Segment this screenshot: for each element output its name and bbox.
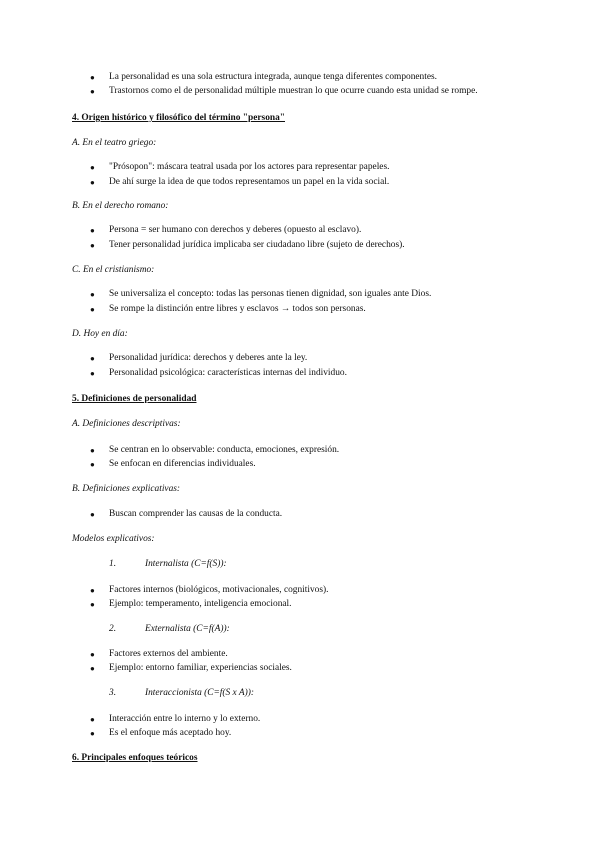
bullet-marker: ● xyxy=(90,305,95,314)
bullet-marker: ● xyxy=(90,600,95,609)
bullet-marker: ● xyxy=(90,87,95,96)
bullet-marker: ● xyxy=(90,178,95,187)
list-item: De ahí surge la idea de que todos representamos un papel en la vida social. xyxy=(109,177,390,187)
list-item: Trastornos como el de personalidad múltiple muestran lo que ocurre cuando esta unidad se rompe. xyxy=(109,86,478,96)
list-item: Personalidad psicológica: características internas del individuo. xyxy=(109,368,347,378)
bullet-marker: ● xyxy=(90,715,95,724)
bullet-marker: ● xyxy=(90,226,95,235)
bullet-marker: ● xyxy=(90,664,95,673)
model-name: Interaccionista (C=f(S x A)): xyxy=(145,688,254,698)
bullet-marker: ● xyxy=(90,586,95,595)
list-item: Interacción entre lo interno y lo externo. xyxy=(109,714,261,724)
model-number: 2. xyxy=(109,624,117,634)
list-item: Ejemplo: entorno familiar, experiencias sociales. xyxy=(109,663,292,673)
list-item: "Prósopon": máscara teatral usada por los actores para representar papeles. xyxy=(109,162,390,172)
bullet-marker: ● xyxy=(90,163,95,172)
bullet-marker: ● xyxy=(90,446,95,455)
bullet-marker: ● xyxy=(90,729,95,738)
bullet-marker: ● xyxy=(90,241,95,250)
list-item: Se enfocan en diferencias individuales. xyxy=(109,459,256,469)
list-item: Buscan comprender las causas de la conducta. xyxy=(109,509,283,519)
bullet-marker: ● xyxy=(90,510,95,519)
subsection-heading-4d: D. Hoy en día: xyxy=(72,329,128,339)
section-heading-5: 5. Definiciones de personalidad xyxy=(72,394,197,404)
section-heading-4: 4. Origen histórico y filosófico del término "persona" xyxy=(72,113,285,123)
subsection-heading-5a: A. Definiciones descriptivas: xyxy=(72,419,181,429)
subsection-heading-5b: B. Definiciones explicativas: xyxy=(72,484,181,494)
list-item: Factores internos (biológicos, motivacionales, cognitivos). xyxy=(109,585,329,595)
list-item: Se universaliza el concepto: todas las personas tienen dignidad, son iguales ante Dios. xyxy=(109,289,432,299)
model-number: 3. xyxy=(109,688,117,698)
bullet-marker: ● xyxy=(90,73,95,82)
model-number: 1. xyxy=(109,559,117,569)
list-item: Ejemplo: temperamento, inteligencia emocional. xyxy=(109,599,292,609)
model-name: Internalista (C=f(S)): xyxy=(145,559,227,569)
bullet-marker: ● xyxy=(90,369,95,378)
list-item: Se rompe la distinción entre libres y esclavos → todos son personas. xyxy=(109,304,366,314)
subsection-heading-4b: B. En el derecho romano: xyxy=(72,201,169,211)
subsection-heading-4a: A. En el teatro griego: xyxy=(72,138,157,148)
section-heading-6: 6. Principales enfoques teóricos xyxy=(72,753,198,763)
list-item: Personalidad jurídica: derechos y deberes ante la ley. xyxy=(109,353,308,363)
list-item: La personalidad es una sola estructura integrada, aunque tenga diferentes componentes. xyxy=(109,72,437,82)
subsection-heading-4c: C. En el cristianismo: xyxy=(72,265,155,275)
list-item: Es el enfoque más aceptado hoy. xyxy=(109,728,232,738)
list-item: Factores externos del ambiente. xyxy=(109,649,228,659)
bullet-marker: ● xyxy=(90,650,95,659)
list-item: Se centran en lo observable: conducta, emociones, expresión. xyxy=(109,445,340,455)
bullet-marker: ● xyxy=(90,354,95,363)
models-heading: Modelos explicativos: xyxy=(72,534,155,544)
bullet-marker: ● xyxy=(90,290,95,299)
bullet-marker: ● xyxy=(90,460,95,469)
list-item: Tener personalidad jurídica implicaba ser ciudadano libre (sujeto de derechos). xyxy=(109,240,405,250)
model-name: Externalista (C=f(A)): xyxy=(145,624,230,634)
list-item: Persona = ser humano con derechos y deberes (opuesto al esclavo). xyxy=(109,225,362,235)
